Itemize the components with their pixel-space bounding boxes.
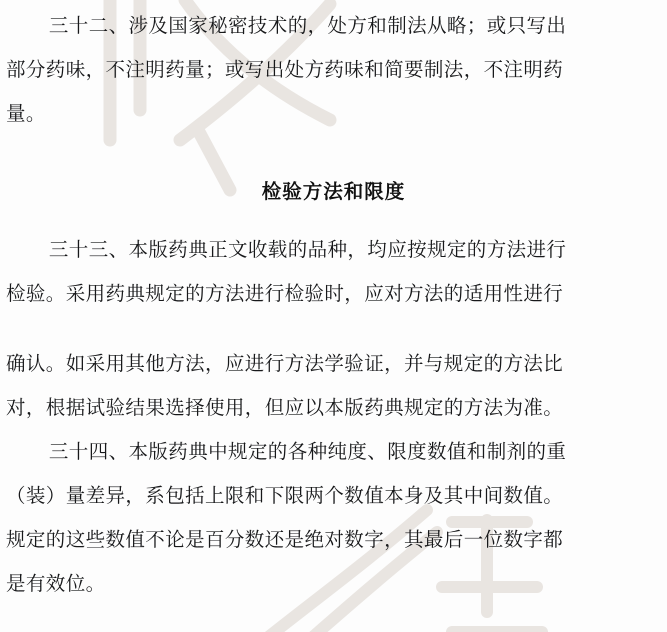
paragraph-line: 是有效位。 bbox=[6, 572, 106, 595]
paragraph-line: 三十二、涉及国家秘密技术的，处方和制法从略；或只写出 bbox=[48, 14, 567, 37]
paragraph-line: 量。 bbox=[6, 102, 46, 125]
paragraph-line: 对，根据试验结果选择使用，但应以本版药典规定的方法为准。 bbox=[6, 396, 564, 419]
paragraph-line: 确认。如采用其他方法，应进行方法学验证，并与规定的方法比 bbox=[6, 352, 564, 375]
section-spacer bbox=[6, 136, 661, 170]
section-heading: 检验方法和限度 bbox=[261, 180, 406, 203]
paragraph-line: 三十三、本版药典正文收载的品种，均应按规定的方法进行 bbox=[48, 238, 567, 261]
paragraph-line: （装）量差异，系包括上限和下限两个数值本身及其中间数值。 bbox=[6, 484, 564, 507]
paragraph-item-33 bbox=[6, 228, 661, 430]
paragraph-line: 检验。采用药典规定的方法进行检验时，应对方法的适用性进行 bbox=[6, 282, 564, 305]
line-gap bbox=[6, 316, 661, 342]
heading-spacer bbox=[6, 214, 661, 228]
paragraph-line: 部分药味，不注明药量；或写出处方药味和简要制法，不注明药 bbox=[6, 58, 564, 81]
paragraph-line: 规定的这些数值不论是百分数还是绝对数字，其最后一位数字都 bbox=[6, 528, 564, 551]
paragraph-line: 三十四、本版药典中规定的各种纯度、限度数值和制剂的重 bbox=[48, 440, 567, 463]
paragraph-item-32 bbox=[6, 0, 661, 136]
paragraph-item-34 bbox=[6, 430, 661, 606]
